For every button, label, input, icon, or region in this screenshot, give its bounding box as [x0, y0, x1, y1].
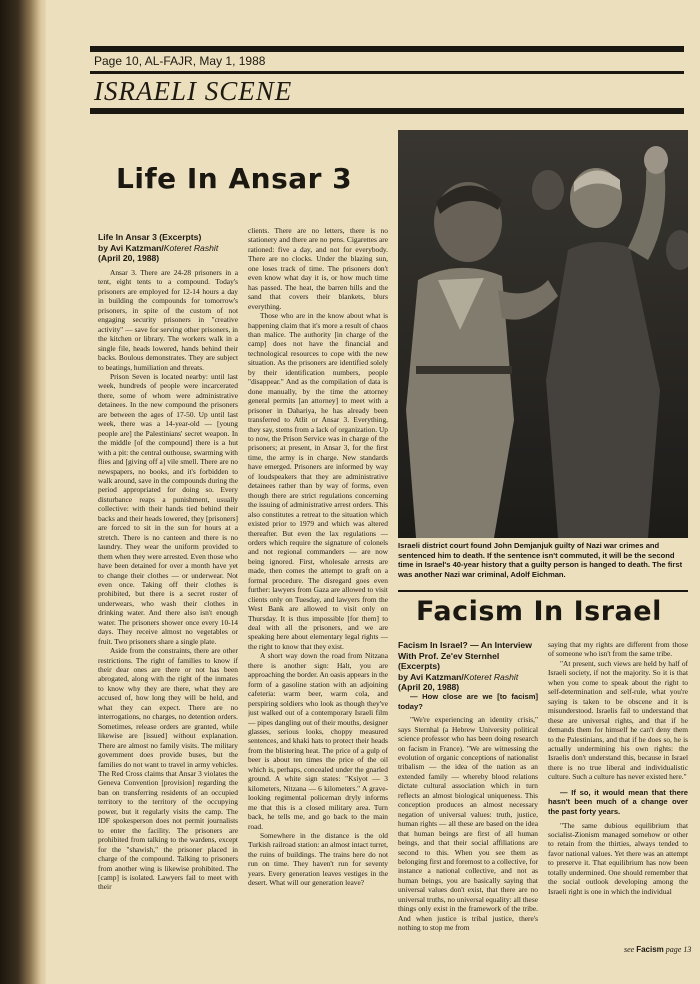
interview-question: — If so, it would mean that there hasn't been much of a change over the past forty years. [548, 787, 688, 816]
article2-paragraph: "The same dubious equilibrium that socialist-Zionism managed somehow or other to retain from the thirties, always tended to favor national values. Yet there was an attempt to preserve it. That equilibrium has now been totally undermined. One should remember that the social outlook developing among the Israeli right is one in which the individual [548, 820, 688, 896]
article1-paragraph: Ansar 3. There are 24-28 prisoners in a tent, eight tents to a compound. Today's prisoners are employed for 12-14 hours a day in building the compounds for tomorrow's prisoners, in spite of the custom of not engaging security prisoners in "creative activity" — save for serving other prisoners, in the kitchen or library. The workers walk in a single file, heads lowered, hands behind their backs. Boulous demonstrates. They are subject to beatings, humiliation and threats. [98, 268, 238, 372]
volume-binding [0, 0, 46, 984]
article2-credit-by: by Avi Katzman/ [398, 671, 464, 682]
article1-column-2 [248, 226, 388, 964]
article2-credit [398, 640, 538, 693]
jump-page: page 13 [665, 945, 692, 954]
article2-headline: Facism In Israel [416, 596, 662, 627]
folio-rule [90, 71, 684, 74]
article1-credit-date: (April 20, 1988) [98, 253, 160, 263]
article1-credit-byline [98, 243, 238, 264]
article1-paragraph: Aside from the constraints, there are other restrictions. The right of families to know if their dear ones are there or not has been abrogated, along with the right of the inmates to know why they are there, what they are accused of, how long they will be held, and what they can expect. There are no interrogations, no charges, no detention orders. Sometimes, release orders are granted, while likewise are [issued] without explanation. There are almost no family visits. The military government does provide buses, but the families do not want to travel in army vehicles. The Red Cross claims that Ansar 3 violates the Geneva Convention [provision] regarding the ban on transferring residents of an occupied territory to the territory of the occupying power, but it regularly visits the camp. The IDF spokesperson does not permit journalists to enter the facility. The prisoners are prohibited from talking to the wardens, except for the "shawish," the prisoner placed in charge of the compound. Talking to prisoners from another wing is likewise prohibited. The [camp] is isolated. Lawyers fail to meet with their [98, 646, 238, 892]
photo-caption: Israeli district court found John Demjanjuk guilty of Nazi war crimes and sentenced him to death. If the sentence isn't commuted, it will be the second time in Israel's 40-year history that a guilty person is hanged to death. The first was another Nazi war criminal, Adolf Eichman. [398, 541, 683, 579]
article1-paragraph: clients. There are no letters, there is no stationery and there are no pens. Cigarettes are rationed: five a day, and not for everybody. There are no clocks. Under the blazing sun, one loses track of time. The prisoners don't even know what day it is, or how much time has passed. The heat, the barren hills and the sand that covers their blankets, blurs everything. [248, 226, 388, 311]
continued-jump-line [624, 945, 691, 954]
section-title: ISRAELI SCENE [94, 76, 293, 106]
article2-column-1 [398, 686, 538, 956]
article2-paragraph: "We're experiencing an identity crisis," says Sternhal (a Hebrew University political science professor who has been doing research on facism in France). "We are witnessing the evolution of organic conceptions of nationalist tribalism — the idea of the nation as an extended family — whereby blood relations dictate cultural association which in turn reflects an almost biological uniqueness. This conception produces an almost necessary negation of universal values: truth, justice, human rights — all these are based on the idea that human beings are first of all human beings, and that their social affiliations are second to this. When you see them as belonging first and foremost to a collective, for instance a national collective, and not as human beings, you are basically saying that universal values don't exist, that there are no universal truths, no universal equality: all these things only exist in the framework of the tribe. And when justice is tribal justice, there's nothing to stop me from [398, 715, 538, 933]
newspaper-page [46, 0, 700, 984]
article1-paragraph: Those who are in the know about what is happening claim that it's more a result of chaos than malice. The authority [in charge of the camp] does not have the financial and technological resources to cope with the new situation. As the prisoners are identified solely by their identification numbers, people "disappear." And as the compilation of data is done manually, by the time the attorney general permits [an attorney] to meet with a prisoner in Dahariya, he has already been transferred to Atlit or Ansar 3. Everything, they say, stems from a lack of organization. Up to now, the Prison Service was in charge of the prisoners; at present, in Ansar 3, for the first time, the army is in charge. New standards have emerged. Prisoners are informed by way of loudspeakers that they are administrative detainees rather than by way of forms, even though there are strict regulations concerning the issuing of administrative arrest orders. This also constitutes a retreat to the situation which existed prior to 1979 and which was altered thereafter. But even the lax regulations — orders which require the signature of colonels and not regional commanders — are now being ignored. First, wholesale arrests are made, then comes the attempt to graft on a formal procedure. The disregard goes even further: lawyers from Gaza are allowed to visit clients only on Tuesday, and lawyers from the West Bank are allowed to visit only on Thursday. It is thus impossible [for them] to deal with all the prisoners, and we are speaking here about elementary legal rights — the right to know that they exist. [248, 311, 388, 651]
article2-paragraph: saying that my rights are different from those of someone who isn't from the same tribe. [548, 640, 688, 659]
article1-credit-source: Koteret Rashit [163, 242, 219, 253]
article2-rule [398, 590, 688, 592]
jump-word: Facism [636, 945, 664, 954]
article1-paragraph: Somewhere in the distance is the old Turkish railroad station: an almost intact turret, the ruins of buildings. The trains here do not run on time. They haven't run for seventy years. Every generation leaves vestiges in the desert. What will our generation leave? [248, 831, 388, 888]
section-rule [90, 108, 684, 114]
article1-paragraph: Prison Seven is located nearby: until last week, hundreds of people were incarcerated there, some of whom were administrative detainees. In the new compound the prisoners are between the ages of 17-50. Up until last week, there was a 14-year-old — [young people are] the Palestinians' secret weapon. In the middle [of the compound] there is a hut with a pit: the central outhouse, swarming with flies and [giving off a] vile smell. There are no newspapers, no books, and it's forbidden to walk around, save in the compounds during the period appropriated for doing so. Every disturbance reaps a punishment, usually collective: with their hands tied behind their backs and their heads lowered, they [prisoners] are forced to sit in the sun for hours at a stretch. There is no canteen and there is no laundry. They wear the uniform provided to them when they were arrested. Even those who have been detained for over a month have yet to change their clothes — or underwear. Not even once. Taking off their clothes is prohibited, but there is a secret roster of underwears, who wash their clothes in drinking water. And there also isn't enough water. The prisoners shower once every 10-14 days. They receive almost no vegetables or fruit. Two prisoners share a single plate. [98, 371, 238, 646]
article2-paragraph: "At present, such views are held by half of Israeli society, if not the majority. So it is that when you come to speak about the right to self-determination and self-rule, what you're saying is taken to be obscene and it is misunderstood. Israelis fail to understand that these are universal rights, and that if he demands them for himself he can't deny them to the Palestinians, and that if he does so, he is actually undermining his own rights: the Israelis don't understand this, because in Israel there is no true liberal and individualistic culture. Such a culture has never existed here." [548, 658, 688, 782]
article1-paragraph: A short way down the road from Nitzana there is another sign: Halt, you are approaching the border. An oasis appears in the form of a gasoline station with an adjoining cafeteria: warm beer, warm cola, and perspiring soldiers who look as though they've just walked out of a contemporary Israeli film — pipes dangling out of their mouths, designer glasses, serious looks, choppy measured sentences, and khaki hats to protect their heads from the blistering heat. The price of a gulp of beer is about ten times the price of the oil which is, perhaps, concealed under the gnarled ground. A white sign states: "Ksiyot — 3 kilometers, Nitzana — 6 kilometers." A grave-looking regimental policeman dryly informs me that this is a closed military area. Turn back, he tells me, and go back to the main road. [248, 651, 388, 831]
article2-credit-title: Facism In Israel? — An Interview With Prof. Ze'ev Sternhel (Excerpts) [398, 640, 532, 671]
news-photo [398, 130, 688, 538]
article1-credit [98, 232, 238, 264]
article2-credit-date: (April 20, 1988) [398, 682, 460, 692]
article2-credit-source: Koteret Rashit [463, 671, 519, 682]
photo-illustration [398, 130, 688, 538]
article2-column-2 [548, 640, 688, 944]
article1-credit-title: Life In Ansar 3 (Excerpts) [98, 232, 202, 242]
interview-question: — How close are we [to facism] today? [398, 692, 538, 711]
article1-headline: Life In Ansar 3 [116, 162, 353, 195]
top-rule [90, 46, 684, 52]
jump-see: see [624, 945, 635, 954]
article1-credit-by: by Avi Katzman/ [98, 242, 164, 253]
article1-column-1 [98, 268, 238, 964]
page-folio: Page 10, AL-FAJR, May 1, 1988 [94, 54, 266, 68]
